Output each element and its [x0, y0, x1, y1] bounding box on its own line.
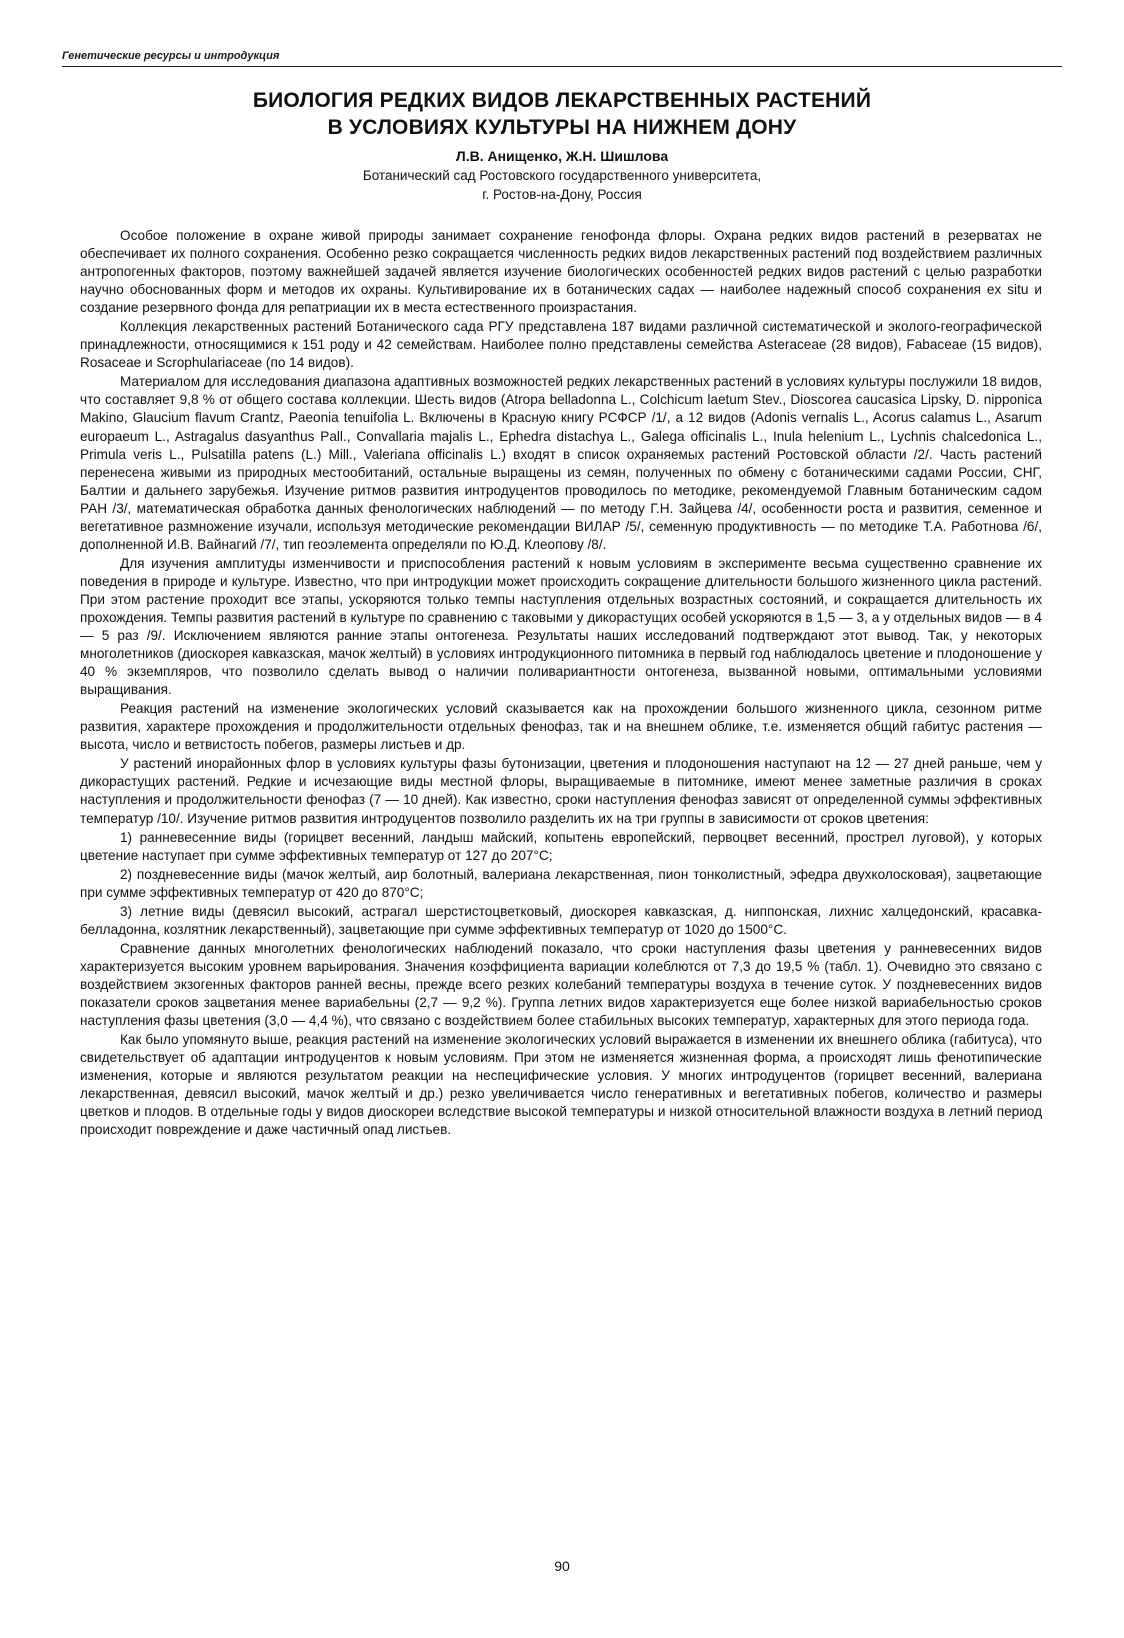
- paragraph-materials: Материалом для исследования диапазона адаптивных возможностей редких лекарственных растений в условиях культуры послужили 18 видов, что составляет 9,8 % от общего состава коллекции. Шесть видов (Atropa belladonna L., Colchicum laetum Stev., Dioscorea caucasica Lipsky, D. nipponica Makino, Glaucium flavum Crantz, Paeonia tenuifolia L. Включены в Красную книгу РСФСР /1/, а 12 видов (Adonis vernalis L., Acorus calamus L., Asarum europaeum L., Astragalus dasyanthus Pall., Convallaria majalis L., Ephedra distachya L., Galega officinalis L., Inula helenium L., Lychnis chalcedonica L., Primula veris L., Pulsatilla patens (L.) Mill., Valeriana officinalis L.) входят в список охраняемых растений Ростовской области /2/. Часть растений перенесена живыми из природных местообитаний, остальные выращены из семян, полученных по обмену с ботаническими садами России, СНГ, Балтии и дальнего зарубежья. Изучение ритмов развития интродуцентов проводилось по методике, рекомендуемой Главным ботаническим садом РАН /3/, математическая обработка данных фенологических наблюдений — по методу Г.Н. Зайцева /4/, особенности роста и развития, семенное и вегетативное размножение изучали, используя методические рекомендации ВИЛАР /5/, семенную продуктивность — по методике Т.А. Работнова /6/, дополненной И.В. Вайнагий /7/, тип геоэлемента определяли по Ю.Д. Клеопову /8/.: [80, 374, 1042, 552]
- paragraph-habitus: Как было упомянуто выше, реакция растений на изменение экологических условий выражается в изменении их внешнего облика (габитуса), что свидетельствует об адаптации интродуцентов к новым условиям. При этом не изменяется жизненная форма, а происходят лишь фенотипические изменения, которые и являются результатом реакции на неспецифические условия. У многих интродуцентов (горицвет весенний, валериана лекарственная, девясил высокий, мачок желтый и др.) резко увеличивается число генеративных и вегетативных побегов, количество и размеры цветков и плодов. В отдельные годы у видов диоскореи вследствие высокой температуры и низкой относительной влажности воздуха в летний период происходит повреждение и даже частичный опад листьев.: [80, 1032, 1042, 1138]
- affiliation: [62, 166, 1062, 204]
- authors: Л.В. Анищенко, Ж.Н. Шишлова: [455, 148, 669, 164]
- paragraph-collection: Коллекция лекарственных растений Ботанического сада РГУ представлена 187 видами различной систематической и эколого-географической принадлежности, относящимися к 151 роду и 42 семействам. Наиболее полно представлены семейства Asteraceae (28 видов), Fabaceae (15 видов), Rosaceae и Scrophulariaceae (по 14 видов).: [80, 319, 1042, 371]
- affiliation-line-1: Ботанический сад Ростовского государственного университета,: [362, 168, 762, 183]
- paragraph-phases: У растений инорайонных флор в условиях культуры фазы бутонизации, цветения и плодоношения наступают на 12 — 27 дней раньше, чем у дикорастущих растений. Редкие и исчезающие виды местной флоры, выращиваемые в питомнике, имеют менее заметные различия в сроках наступления и продолжительности фенофаз (7 — 10 дней). Как известно, сроки наступления фенофаз зависят от определенной суммы эффективных температур /10/. Изучение ритмов развития интродуцентов позволило разделить их на три группы в зависимости от сроков цветения:: [80, 756, 1042, 826]
- article-title: [62, 87, 1062, 141]
- paragraph-amplitude: Для изучения амплитуды изменчивости и приспособления растений к новым условиям в эксперименте весьма существенно сравнение их поведения в природе и культуре. Известно, что при интродукции может происходить сокращение длительности большого жизненного цикла растений. При этом растение проходит все этапы, ускоряются только темпы наступления отдельных возрастных состояний, и сокращается длительность их прохождения. Темпы развития растений в культуре по сравнению с таковыми у дикорастущих особей ускоряются в 1,5 — 3, а у отдельных видов — в 4 — 5 раз /9/. Исключением являются ранние этапы онтогенеза. Результаты наших исследований подтверждают этот вывод. Так, у некоторых многолетников (диоскорея кавказская, мачок желтый) в условиях интродукционного питомника в первый год наблюдалось цветение и плодоношение у 40 % экземпляров, что позволило сделать вывод о наличии поливариантности онтогенеза, вызванной новыми, оптимальными условиями выращивания.: [80, 555, 1042, 698]
- paragraph-comparison: Сравнение данных многолетних фенологических наблюдений показало, что сроки наступления фазы цветения у ранневесенних видов характеризуется высоким уровнем варьирования. Значения коэффициента вариации колеблются от 7,3 до 19,5 % (табл. 1). Очевидно это связано с воздействием экзогенных факторов ранней весны, прежде всего резких колебаний температуры воздуха в течение суток. У поздневесенних видов показатели сроков зацветания менее вариабельны (2,7 — 9,2 %). Группа летних видов характеризуется еще более низкой вариабельностью сроков наступления фазы цветения (3,0 — 4,4 %), что связано с воздействием более стабильных высоких температур, характерных для этого периода года.: [80, 940, 1042, 1029]
- affiliation-line-2: г. Ростов-на-Дону, Россия: [482, 187, 642, 202]
- article-title-line-1: БИОЛОГИЯ РЕДКИХ ВИДОВ ЛЕКАРСТВЕННЫХ РАСТЕНИЙ: [252, 89, 872, 112]
- paragraph-reaction: Реакция растений на изменение экологических условий сказывается как на прохождении большого жизненного цикла, сезонном ритме развития, характере прохождения и продолжительности отдельных фенофаз, так и на внешнем облике, т.е. изменяется общий габитус растения — высота, число и ветвистость побегов, размеры листьев и др.: [80, 701, 1042, 753]
- page-number: 90: [554, 1558, 570, 1574]
- running-head: Генетические ресурсы и интродукция: [62, 50, 1062, 67]
- paragraph-group-1: 1) ранневесенние виды (горицвет весенний, ландыш майский, копытень европейский, первоцвет весенний, прострел луговой), у которых цветение наступает при сумме эффективных температур от 127 до 207°С;: [80, 829, 1042, 863]
- paragraph-intro: Особое положение в охране живой природы занимает сохранение генофонда флоры. Охрана редких видов растений в резерватах не обеспечивает их полного сохранения. Особенно резко сокращается численность редких видов лекарственных растений под воздействием различных антропогенных факторов, поэтому важнейшей задачей является изучение биологических особенностей редких видов растений с целью разработки научно обоснованных форм и методов их охраны. Культивирование их в ботанических садах — наиболее надежный способ сохранения ex situ и создание резервного фонда для репатриации их в места естественного произрастания.: [80, 228, 1042, 316]
- paragraph-group-2: 2) поздневесенние виды (мачок желтый, аир болотный, валериана лекарственная, пион тонколистный, эфедра двухколосковая), зацветающие при сумме эффективных температур от 420 до 870°С;: [80, 866, 1042, 900]
- article-body: [80, 227, 1042, 1140]
- article-title-line-2: В УСЛОВИЯХ КУЛЬТУРЫ НА НИЖНЕМ ДОНУ: [327, 116, 797, 139]
- paragraph-group-3: 3) летние виды (девясил высокий, астрагал шерстистоцветковый, диоскорея кавказская, д. ниппонская, лихнис халцедонский, красавка-белладонна, козлятник лекарственный), зацветающие при сумме эффективных температур от 1020 до 1500°С.: [80, 903, 1042, 937]
